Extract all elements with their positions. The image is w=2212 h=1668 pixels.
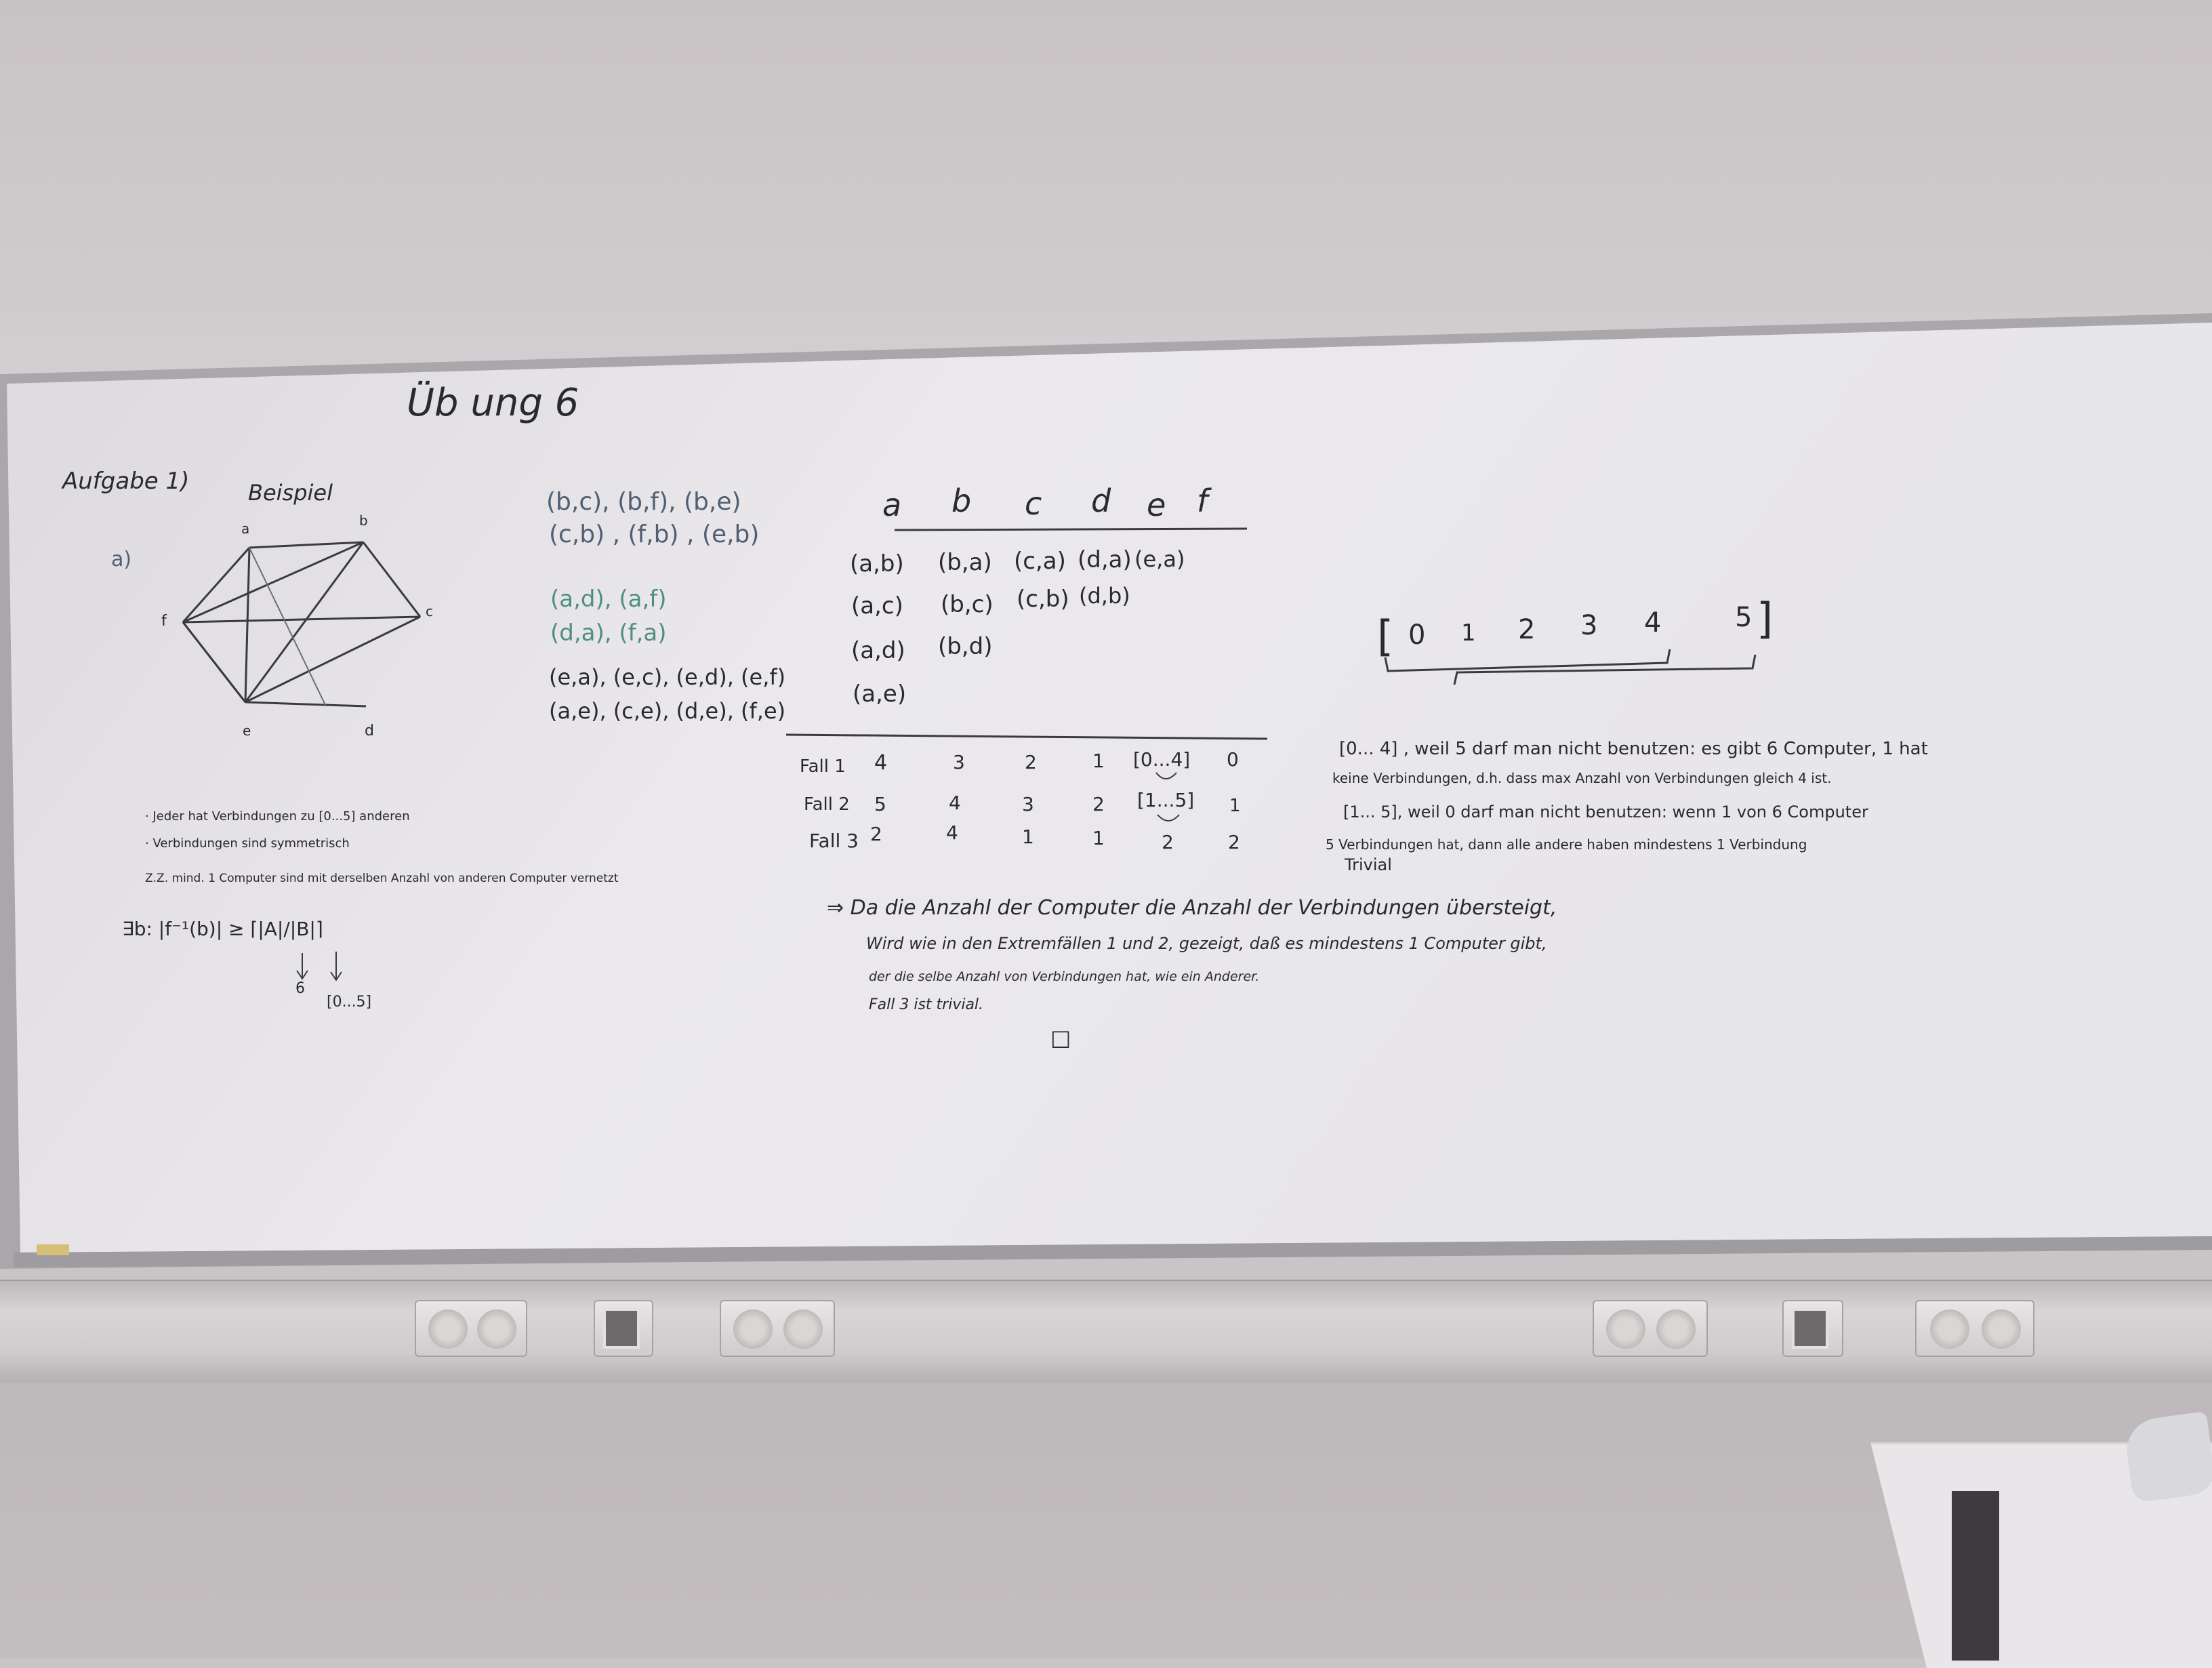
power-outlet [1593,1300,1708,1357]
number-line-value: 5 [1735,602,1753,633]
pairs-blue-2: (c,b) , (f,b) , (e,b) [549,521,760,548]
fall-value: 3 [953,751,965,773]
fall-value: [0...4] [1133,748,1191,771]
socket [1982,1309,2021,1349]
table-cell: (e,a) [1134,546,1185,572]
explanation-line: 5 Verbindungen hat, dann alle andere haben mindestens 1 Verbindung [1326,836,1807,853]
fall-value: 2 [1162,831,1174,853]
explanation-line: Trivial [1345,855,1392,874]
fall-value: 1 [1092,750,1105,772]
table-header-rule [895,529,1247,530]
fall-value: 4 [949,792,961,814]
network-outlet [594,1300,653,1357]
fall-value: 0 [1227,748,1239,771]
socket [477,1309,516,1349]
power-outlet [1915,1300,2034,1357]
conclusion-line: Fall 3 ist trivial. [869,996,984,1013]
table-cell: (c,b) [1017,586,1069,613]
table-header-e: e [1147,487,1166,523]
fall-value: 5 [874,793,886,815]
number-line-value: 1 [1461,619,1476,647]
fall-value: 4 [946,821,958,844]
desk-leg [1952,1491,1999,1661]
number-line-value: 0 [1408,619,1426,651]
network-jack [603,1308,640,1349]
pairs-black-1: (e,a), (e,c), (e,d), (e,f) [549,664,786,690]
number-line-close-bracket: ] [1757,594,1774,643]
conclusion-line: der die selbe Anzahl von Verbindungen hat, wie ein Anderer. [869,969,1260,984]
number-line-open-bracket: [ [1377,611,1394,661]
pairs-green-1: (a,d), (a,f) [550,586,667,613]
example-label: Beispiel [248,480,333,506]
number-line-value: 2 [1518,614,1536,645]
explanation-line: keine Verbindungen, d.h. dass max Anzahl von Verbindungen gleich 4 ist. [1332,770,1832,786]
socket [428,1309,468,1349]
node-label-e: e [243,723,251,739]
table-cell: (d,b) [1079,583,1130,609]
table-header-d: d [1091,483,1111,519]
socket [733,1309,773,1349]
formula-six: 6 [295,980,305,997]
socket [1656,1309,1696,1349]
cable-tray [0,1280,2212,1384]
note-line: Z.Z. mind. 1 Computer sind mit derselben Anzahl von anderen Computer vernetzt [145,872,619,885]
fall-value: 1 [1022,826,1034,848]
number-line-value: 3 [1580,610,1598,641]
network-outlet [1782,1300,1843,1357]
task-label: Aufgabe 1) [62,468,190,495]
part-a-label: a) [111,548,132,571]
network-jack [1792,1308,1828,1349]
table-header-b: b [951,483,972,519]
fall-value: 2 [870,823,882,845]
table-cell: (c,a) [1014,548,1066,575]
power-outlet [720,1300,835,1357]
power-outlet [415,1300,527,1357]
pigeonhole-formula: ∃b: |f⁻¹(b)| ≥ ⌈|A|/|B|⌉ [122,918,323,940]
table-header-a: a [882,487,902,523]
table-cell: (a,d) [851,637,905,664]
table-cell: (a,e) [853,680,907,708]
socket [1606,1309,1645,1349]
pairs-blue-1: (b,c), (b,f), (b,e) [546,488,741,516]
qed-box: □ [1050,1025,1071,1051]
fall-value: 3 [1022,793,1034,815]
node-label-c: c [426,603,433,619]
board-title: Üb ung 6 [407,381,579,425]
note-line: · Jeder hat Verbindungen zu [0...5] anderen [145,809,410,823]
fall-value: [1...5] [1137,789,1195,811]
table-cell: (b,c) [941,591,994,618]
formula-range: [0...5] [327,994,372,1011]
table-cell: (d,a) [1078,546,1132,573]
table-cell: (b,d) [938,633,993,660]
pairs-green-2: (d,a), (f,a) [550,619,667,647]
table-header-f: f [1197,483,1208,519]
explanation-line: [0... 4] , weil 5 darf man nicht benutzen: es gibt 6 Computer, 1 hat [1339,739,1928,759]
wall-lower [0,1383,2212,1659]
fall-label: Fall 3 [809,830,859,852]
fall-value: 4 [874,751,888,775]
node-label-d: d [365,723,374,739]
socket [783,1309,823,1349]
note-line: · Verbindungen sind symmetrisch [145,836,350,851]
pairs-black-2: (a,e), (c,e), (d,e), (f,e) [549,698,786,724]
fall-value: 2 [1025,751,1037,773]
node-label-f: f [161,613,167,630]
fall-value: 1 [1229,796,1241,816]
explanation-line: [1... 5], weil 0 darf man nicht benutzen: wenn 1 von 6 Computer [1343,802,1868,821]
node-label-a: a [241,521,250,537]
number-line-value: 4 [1644,607,1662,638]
conclusion-line: ⇒ Da die Anzahl der Computer die Anzahl der Verbindungen übersteigt, [827,896,1557,920]
socket [1930,1309,1969,1349]
fall-value: 2 [1228,831,1240,853]
table-cell: (b,a) [938,549,992,576]
fall-value: 1 [1092,827,1105,849]
table-cell: (a,b) [850,550,904,577]
fall-label: Fall 2 [804,794,850,815]
table-cell: (a,c) [851,592,903,619]
magnet [37,1244,69,1255]
table-header-c: c [1025,485,1042,522]
node-label-b: b [359,512,368,529]
fall-label: Fall 1 [800,756,846,777]
conclusion-line: Wird wie in den Extremfällen 1 und 2, gezeigt, daß es mindestens 1 Computer gibt, [866,934,1547,953]
fall-value: 2 [1092,793,1105,815]
